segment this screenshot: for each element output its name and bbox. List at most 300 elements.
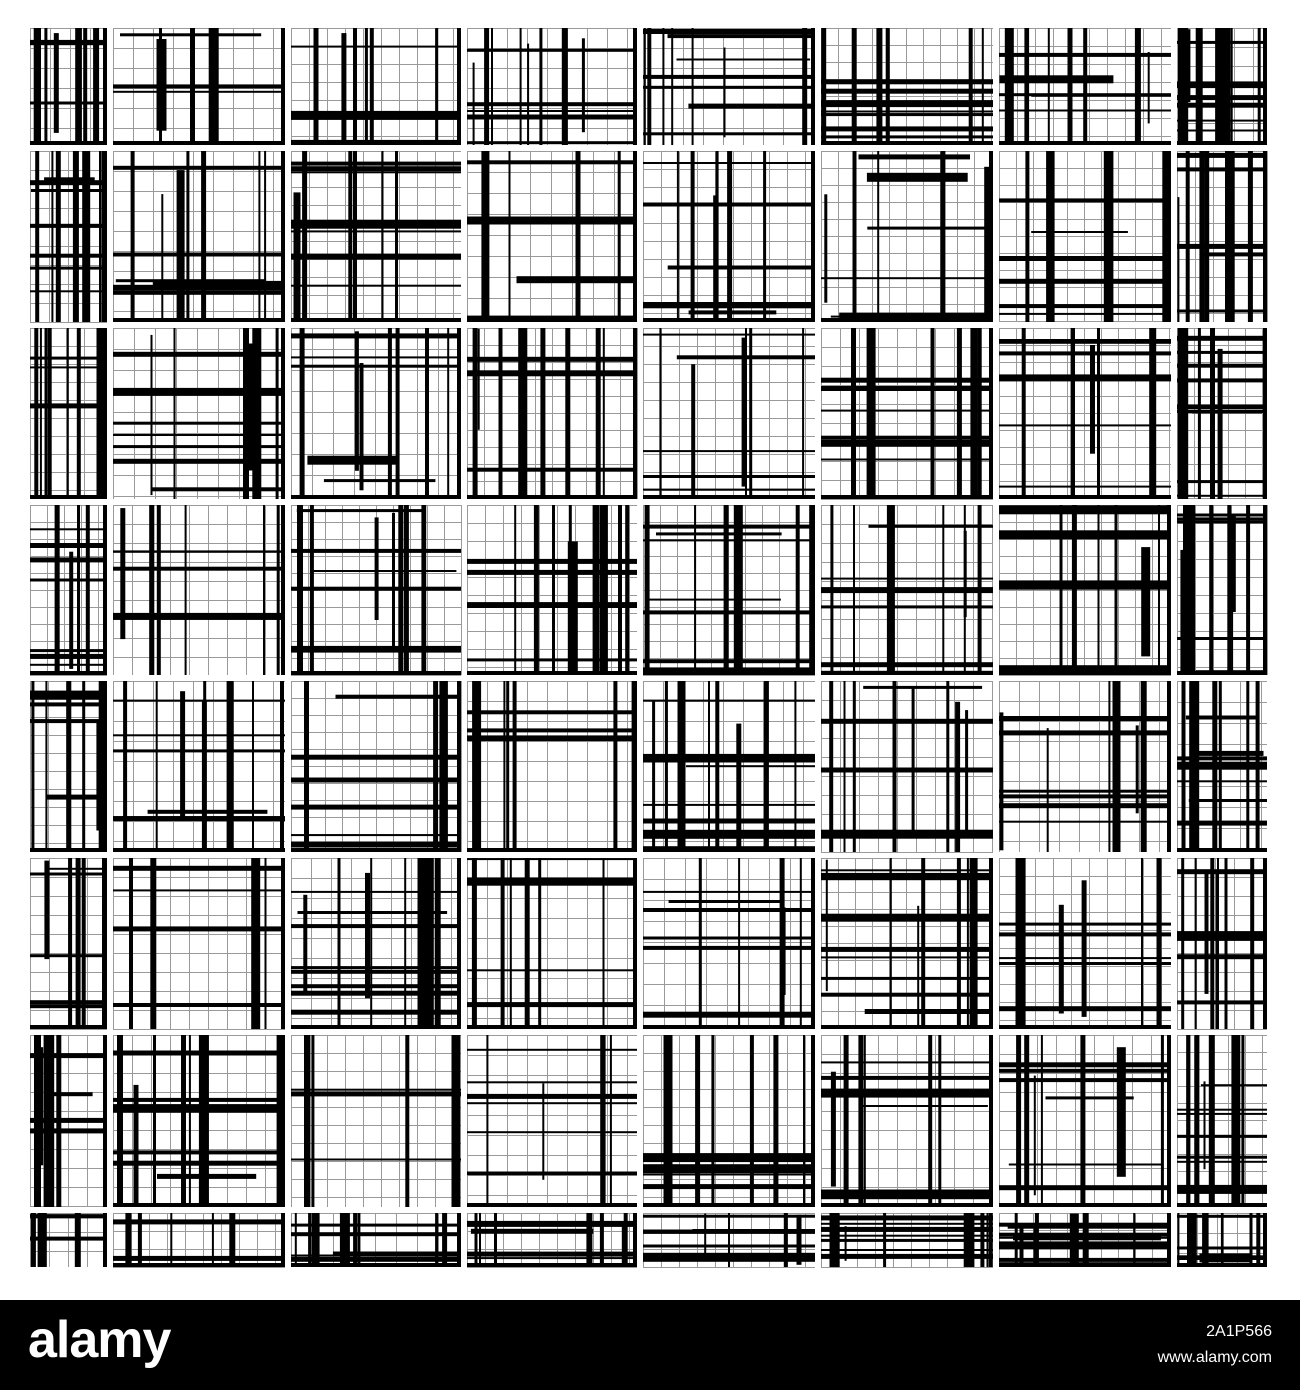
vertical-bar bbox=[931, 328, 935, 499]
fine-grid-line bbox=[643, 675, 815, 676]
vertical-bar bbox=[593, 505, 600, 675]
fine-grid-line bbox=[973, 1035, 974, 1207]
fine-grid-line bbox=[679, 1035, 680, 1207]
horizontal-bar bbox=[467, 1049, 637, 1051]
tile-frame-right bbox=[1263, 1213, 1267, 1267]
vertical-bar bbox=[1141, 858, 1143, 1029]
tile-frame-bottom bbox=[643, 1025, 815, 1029]
vertical-bar bbox=[957, 858, 961, 1029]
fine-grid-line bbox=[916, 1035, 917, 1207]
vertical-bar bbox=[491, 28, 493, 145]
fine-grid-line bbox=[954, 681, 955, 852]
vertical-bar bbox=[131, 151, 135, 322]
fine-grid-line bbox=[587, 1035, 588, 1207]
fine-grid-line bbox=[189, 505, 190, 675]
fine-grid-line bbox=[999, 675, 1171, 676]
horizontal-bar bbox=[643, 1184, 815, 1189]
fine-grid-line bbox=[467, 1267, 637, 1268]
fine-grid-line bbox=[954, 1035, 955, 1207]
horizontal-bar bbox=[643, 334, 815, 336]
fine-grid-line bbox=[999, 522, 1171, 523]
vertical-bar bbox=[1068, 28, 1073, 145]
vertical-bar bbox=[180, 691, 185, 819]
fine-grid-line bbox=[954, 328, 955, 499]
vertical-bar bbox=[724, 48, 726, 138]
fine-grid-line bbox=[821, 270, 993, 271]
vertical-bar bbox=[1148, 52, 1150, 123]
fine-grid-line bbox=[113, 1029, 285, 1030]
vertical-bar bbox=[946, 681, 949, 852]
fine-grid-line bbox=[1079, 681, 1080, 852]
horizontal-bar bbox=[30, 1000, 107, 1004]
fine-grid-line bbox=[999, 28, 1000, 145]
vertical-bar bbox=[552, 505, 555, 675]
horizontal-bar bbox=[1177, 120, 1267, 122]
horizontal-bar bbox=[643, 302, 815, 305]
fine-grid-line bbox=[30, 539, 107, 540]
vertical-bar bbox=[433, 681, 438, 852]
horizontal-bar bbox=[643, 86, 815, 89]
horizontal-bar bbox=[859, 154, 971, 159]
fine-grid-line bbox=[113, 543, 285, 544]
vertical-bar bbox=[1059, 905, 1064, 1014]
horizontal-bar bbox=[1177, 762, 1267, 770]
fine-grid-line bbox=[679, 151, 680, 322]
fine-grid-line bbox=[30, 328, 31, 499]
pattern-tile bbox=[643, 681, 815, 852]
fine-grid-line bbox=[821, 852, 993, 853]
horizontal-bar bbox=[467, 969, 637, 971]
horizontal-bar bbox=[999, 932, 1171, 936]
tile-frame-bottom bbox=[467, 1263, 637, 1267]
tile-frame-bottom bbox=[643, 1203, 815, 1207]
horizontal-bar bbox=[999, 505, 1171, 514]
fine-grid-line bbox=[507, 28, 508, 145]
fine-grid-line bbox=[897, 681, 898, 852]
fine-grid-line bbox=[1139, 681, 1140, 852]
pattern-tile bbox=[30, 505, 107, 676]
vertical-bar bbox=[844, 681, 846, 852]
fine-grid-line bbox=[153, 151, 154, 322]
horizontal-bar bbox=[30, 579, 107, 582]
tile-frame-right bbox=[1167, 505, 1171, 675]
horizontal-bar bbox=[31, 189, 105, 192]
horizontal-bar bbox=[1177, 514, 1267, 517]
vertical-bar bbox=[600, 1035, 604, 1207]
vertical-bar bbox=[1194, 1035, 1199, 1207]
fine-grid-line bbox=[643, 858, 815, 859]
horizontal-bar bbox=[113, 1161, 285, 1166]
horizontal-bar bbox=[30, 366, 107, 368]
horizontal-bar bbox=[113, 749, 285, 752]
fine-grid-line bbox=[467, 1213, 637, 1214]
fine-grid-line bbox=[715, 1035, 716, 1207]
fine-grid-line bbox=[614, 151, 615, 322]
horizontal-bar bbox=[821, 111, 993, 113]
fine-grid-line bbox=[547, 681, 548, 852]
fine-grid-line bbox=[527, 1035, 528, 1207]
pattern-tile bbox=[113, 328, 285, 499]
horizontal-bar bbox=[291, 1089, 461, 1091]
horizontal-bar bbox=[821, 1254, 993, 1259]
fine-grid-line bbox=[821, 185, 993, 186]
horizontal-bar bbox=[821, 1215, 993, 1220]
vertical-bar bbox=[360, 363, 364, 490]
horizontal-bar bbox=[291, 966, 461, 969]
vertical-bar bbox=[341, 33, 346, 145]
fine-grid-line bbox=[1177, 328, 1267, 329]
fine-grid-line bbox=[1267, 505, 1268, 675]
tile-frame-bottom bbox=[821, 671, 993, 675]
fine-grid-line bbox=[530, 151, 531, 322]
fine-grid-line bbox=[1177, 187, 1267, 188]
fine-grid-line bbox=[113, 505, 285, 506]
tile-frame-right bbox=[103, 1213, 107, 1267]
tile-frame-bottom bbox=[643, 671, 815, 675]
fine-grid-line bbox=[363, 151, 364, 322]
fine-grid-line bbox=[363, 28, 364, 145]
horizontal-bar bbox=[643, 891, 815, 893]
fine-grid-line bbox=[291, 349, 461, 350]
fine-grid-line bbox=[193, 151, 194, 322]
fine-grid-line bbox=[1143, 858, 1144, 1029]
tile-frame-bottom bbox=[999, 1203, 1171, 1207]
horizontal-bar bbox=[291, 365, 461, 368]
horizontal-bar bbox=[999, 790, 1171, 793]
tile-frame-right bbox=[811, 858, 815, 1029]
horizontal-bar bbox=[30, 267, 107, 270]
vertical-bar bbox=[1080, 1035, 1085, 1207]
tile-frame-bottom bbox=[467, 1203, 637, 1207]
pattern-tile bbox=[643, 1035, 815, 1207]
fine-grid-line bbox=[643, 472, 815, 473]
fine-grid-line bbox=[467, 362, 637, 363]
vertical-bar bbox=[742, 338, 747, 487]
pattern-tile bbox=[467, 328, 638, 499]
vertical-bar bbox=[576, 151, 581, 322]
fine-grid-line bbox=[1267, 151, 1268, 322]
tile-frame-bottom bbox=[30, 141, 107, 145]
vertical-bar bbox=[1135, 28, 1141, 145]
horizontal-bar bbox=[467, 1094, 637, 1099]
tile-frame-right bbox=[989, 328, 993, 499]
horizontal-bar bbox=[113, 866, 285, 871]
horizontal-bar bbox=[30, 1053, 107, 1058]
tile-frame-bottom bbox=[643, 495, 815, 499]
fine-grid-line bbox=[291, 1035, 461, 1036]
vertical-bar bbox=[34, 28, 41, 145]
vertical-bar bbox=[802, 328, 804, 499]
vertical-bar bbox=[348, 151, 352, 322]
pattern-tile bbox=[291, 151, 461, 322]
horizontal-bar bbox=[1177, 931, 1267, 933]
horizontal-bar bbox=[291, 549, 461, 553]
fine-grid-line bbox=[467, 151, 637, 152]
fine-grid-line bbox=[291, 641, 461, 642]
horizontal-bar bbox=[821, 410, 993, 412]
vertical-bar bbox=[388, 328, 392, 499]
fine-grid-line bbox=[751, 151, 752, 322]
horizontal-bar bbox=[1177, 933, 1267, 937]
tile-frame-right bbox=[633, 1213, 637, 1267]
horizontal-bar bbox=[291, 1159, 461, 1161]
vertical-bar bbox=[781, 907, 786, 995]
vertical-bar bbox=[853, 681, 856, 852]
horizontal-bar bbox=[52, 1092, 92, 1096]
vertical-bar bbox=[984, 167, 989, 322]
fine-grid-line bbox=[1177, 1052, 1267, 1053]
horizontal-bar bbox=[999, 1069, 1171, 1073]
vertical-bar bbox=[1186, 151, 1190, 322]
fine-grid-line bbox=[273, 681, 274, 852]
fine-grid-line bbox=[113, 657, 285, 658]
horizontal-bar bbox=[821, 768, 993, 773]
fine-grid-line bbox=[787, 151, 788, 322]
fine-grid-line bbox=[467, 214, 637, 215]
fine-grid-line bbox=[113, 562, 285, 563]
horizontal-bar bbox=[821, 79, 993, 84]
fine-grid-line bbox=[246, 505, 247, 675]
watermark-bar bbox=[0, 1300, 1300, 1390]
tile-frame-right bbox=[633, 28, 637, 145]
fine-grid-line bbox=[113, 581, 285, 582]
fine-grid-line bbox=[664, 858, 665, 1029]
tile-frame-right bbox=[457, 328, 461, 499]
horizontal-bar bbox=[999, 110, 1171, 112]
horizontal-bar bbox=[467, 49, 637, 52]
horizontal-bar bbox=[30, 102, 107, 105]
vertical-bar bbox=[435, 28, 438, 145]
horizontal-bar bbox=[1177, 103, 1267, 108]
vertical-bar bbox=[691, 364, 695, 499]
horizontal-bar bbox=[686, 765, 815, 767]
vertical-bar bbox=[227, 681, 234, 852]
pattern-tile bbox=[467, 1213, 637, 1268]
fine-grid-line bbox=[30, 556, 107, 557]
tile-frame-bottom bbox=[1177, 1203, 1267, 1207]
horizontal-bar bbox=[307, 456, 396, 465]
fine-grid-line bbox=[821, 28, 993, 29]
horizontal-bar bbox=[643, 1164, 815, 1173]
vertical-bar bbox=[800, 858, 802, 1029]
horizontal-bar bbox=[643, 1016, 815, 1018]
horizontal-bar bbox=[467, 115, 637, 120]
horizontal-bar bbox=[113, 816, 285, 821]
horizontal-bar bbox=[297, 509, 426, 512]
horizontal-bar bbox=[689, 310, 777, 314]
fine-grid-line bbox=[253, 151, 254, 322]
fine-grid-line bbox=[643, 436, 815, 437]
fine-grid-line bbox=[999, 253, 1171, 254]
tile-frame-right bbox=[633, 151, 637, 322]
vertical-bar bbox=[540, 328, 545, 499]
pattern-tile bbox=[30, 328, 107, 499]
vertical-bar bbox=[1177, 197, 1179, 322]
fine-grid-line bbox=[999, 219, 1171, 220]
horizontal-bar bbox=[1013, 804, 1126, 807]
fine-grid-line bbox=[935, 681, 936, 852]
horizontal-bar bbox=[1177, 517, 1267, 520]
vertical-bar bbox=[306, 1035, 310, 1207]
tile-frame-right bbox=[811, 151, 815, 322]
fine-grid-line bbox=[627, 681, 628, 852]
fine-grid-line bbox=[840, 328, 841, 499]
vertical-bar bbox=[699, 858, 702, 1029]
fine-grid-line bbox=[233, 151, 234, 322]
vertical-bar bbox=[67, 328, 69, 499]
horizontal-bar bbox=[999, 424, 1171, 426]
fine-grid-line bbox=[551, 151, 552, 322]
horizontal-bar bbox=[113, 926, 285, 931]
horizontal-bar bbox=[643, 1253, 815, 1262]
fine-grid-line bbox=[291, 391, 461, 392]
pattern-tile bbox=[291, 1213, 461, 1267]
fine-grid-line bbox=[679, 328, 680, 499]
vertical-bar bbox=[96, 720, 99, 831]
fine-grid-line bbox=[1159, 681, 1160, 852]
horizontal-bar bbox=[1198, 751, 1263, 756]
tile-frame-right bbox=[103, 505, 107, 675]
vertical-bar bbox=[177, 170, 185, 322]
fine-grid-line bbox=[821, 96, 993, 97]
vertical-bar bbox=[724, 505, 729, 675]
fine-grid-line bbox=[438, 328, 439, 499]
horizontal-bar bbox=[643, 203, 815, 207]
vertical-bar bbox=[967, 858, 969, 1029]
horizontal-bar bbox=[1177, 1185, 1267, 1194]
pattern-tile bbox=[113, 681, 285, 852]
fine-grid-line bbox=[151, 1035, 152, 1207]
fine-grid-line bbox=[90, 28, 91, 145]
horizontal-bar bbox=[291, 587, 461, 591]
fine-grid-line bbox=[916, 681, 917, 852]
horizontal-bar bbox=[999, 304, 1171, 308]
vertical-bar bbox=[117, 1035, 123, 1207]
fine-grid-line bbox=[30, 590, 107, 591]
pattern-tile bbox=[291, 328, 461, 499]
horizontal-bar bbox=[821, 100, 993, 107]
vertical-bar bbox=[447, 328, 449, 499]
horizontal-bar bbox=[291, 891, 461, 893]
fine-grid-line bbox=[70, 28, 71, 145]
fine-grid-line bbox=[345, 151, 346, 322]
tile-frame-bottom bbox=[291, 141, 461, 145]
vertical-bar bbox=[405, 1035, 409, 1207]
horizontal-bar bbox=[113, 734, 285, 736]
fine-grid-line bbox=[643, 984, 815, 985]
fine-grid-line bbox=[291, 1053, 461, 1054]
horizontal-bar bbox=[30, 654, 107, 659]
fine-grid-line bbox=[878, 681, 879, 852]
fine-grid-line bbox=[1151, 1035, 1152, 1207]
fine-grid-line bbox=[567, 681, 568, 852]
vertical-bar bbox=[280, 681, 284, 852]
vertical-bar bbox=[201, 1035, 204, 1207]
horizontal-bar bbox=[113, 1150, 285, 1154]
fine-grid-line bbox=[643, 128, 815, 129]
horizontal-bar bbox=[999, 313, 1171, 315]
tile-frame-right bbox=[281, 1213, 285, 1267]
horizontal-bar bbox=[113, 613, 285, 620]
horizontal-bar bbox=[821, 135, 993, 138]
fine-grid-line bbox=[30, 1206, 107, 1207]
fine-grid-line bbox=[643, 28, 815, 29]
fine-grid-line bbox=[265, 1035, 266, 1207]
fine-grid-line bbox=[213, 681, 214, 852]
horizontal-bar bbox=[867, 227, 993, 230]
fine-grid-line bbox=[30, 151, 107, 152]
vertical-bar bbox=[645, 505, 650, 675]
fine-grid-line bbox=[999, 270, 1171, 271]
tile-frame-bottom bbox=[291, 318, 461, 322]
vertical-bar bbox=[478, 329, 480, 430]
fine-grid-line bbox=[643, 556, 815, 557]
tile-frame-bottom bbox=[291, 848, 461, 852]
horizontal-bar bbox=[643, 75, 815, 79]
horizontal-bar bbox=[467, 858, 637, 860]
horizontal-bar bbox=[113, 84, 285, 88]
horizontal-bar bbox=[821, 993, 993, 997]
vertical-bar bbox=[727, 151, 732, 322]
fine-grid-line bbox=[643, 454, 815, 455]
vertical-bar bbox=[1227, 505, 1231, 675]
fine-grid-line bbox=[291, 28, 292, 145]
fine-grid-line bbox=[381, 28, 382, 145]
fine-grid-line bbox=[821, 1267, 993, 1268]
fine-grid-line bbox=[132, 1035, 133, 1207]
vertical-bar bbox=[1186, 1035, 1189, 1207]
vertical-bar bbox=[202, 700, 207, 852]
fine-grid-line bbox=[572, 151, 573, 322]
fine-grid-line bbox=[333, 328, 334, 499]
fine-grid-line bbox=[1177, 205, 1267, 206]
horizontal-bar bbox=[113, 889, 285, 891]
pattern-tile bbox=[1177, 681, 1267, 852]
horizontal-bar bbox=[113, 1104, 285, 1107]
fine-grid-line bbox=[30, 284, 107, 285]
vertical-bar bbox=[1226, 151, 1234, 322]
fine-grid-line bbox=[327, 151, 328, 322]
fine-grid-line bbox=[787, 1035, 788, 1207]
vertical-bar bbox=[1108, 681, 1110, 852]
tile-frame-bottom bbox=[1177, 671, 1267, 675]
fine-grid-line bbox=[547, 1035, 548, 1207]
horizontal-bar bbox=[1046, 1096, 1134, 1099]
vertical-bar bbox=[404, 858, 406, 1029]
horizontal-bar bbox=[999, 256, 1171, 261]
horizontal-bar bbox=[291, 333, 461, 338]
vertical-bar bbox=[370, 28, 374, 145]
vertical-bar bbox=[1199, 151, 1204, 322]
horizontal-bar bbox=[113, 459, 285, 464]
vertical-bar bbox=[678, 681, 686, 852]
vertical-bar bbox=[149, 505, 154, 675]
pattern-tile bbox=[467, 1035, 637, 1207]
horizontal-bar bbox=[821, 440, 993, 447]
pattern-tile bbox=[113, 1035, 285, 1207]
vertical-bar bbox=[365, 28, 368, 145]
tile-frame-bottom bbox=[113, 1203, 285, 1207]
fine-grid-line bbox=[453, 151, 454, 322]
horizontal-bar bbox=[291, 778, 461, 783]
horizontal-bar bbox=[291, 285, 461, 287]
horizontal-bar bbox=[999, 821, 1171, 823]
fine-grid-line bbox=[859, 328, 860, 499]
fine-grid-line bbox=[627, 28, 628, 145]
horizontal-bar bbox=[871, 1076, 993, 1078]
tile-frame-bottom bbox=[999, 141, 1171, 145]
horizontal-bar bbox=[999, 580, 1171, 589]
